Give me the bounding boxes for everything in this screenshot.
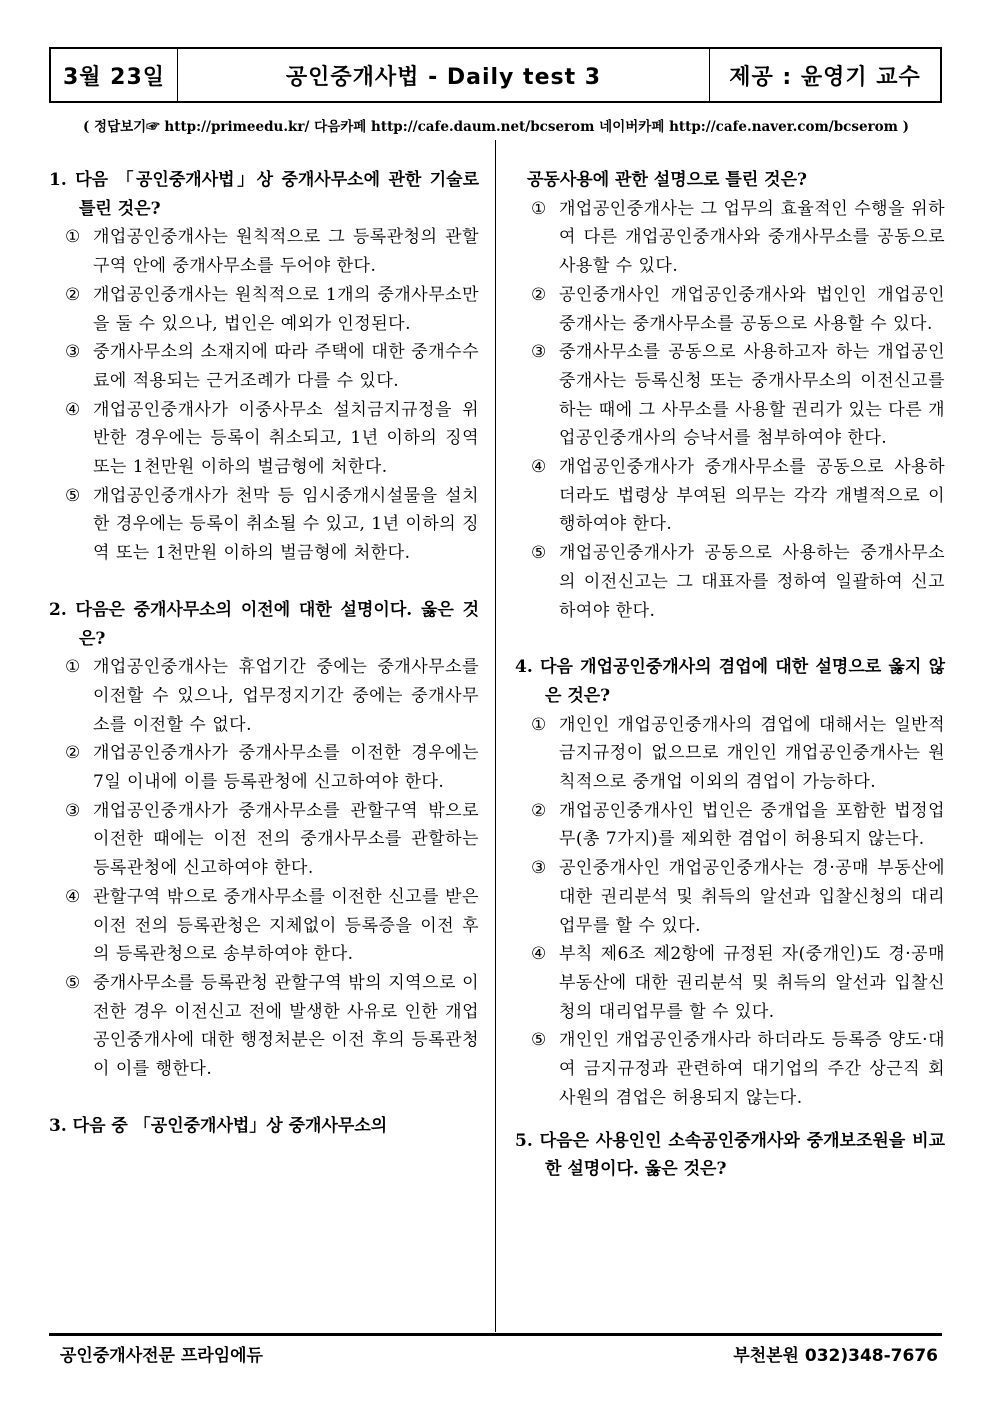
column-divider xyxy=(495,140,496,1332)
q2-option-4 xyxy=(49,883,479,969)
option-number: ① xyxy=(65,227,81,248)
q4-option-5 xyxy=(515,1026,945,1112)
option-text: 중개사무소의 소재지에 따라 주택에 대한 중개수수료에 적용되는 근거조례가 다를 수 있다. xyxy=(93,342,479,391)
option-number: ② xyxy=(531,800,547,821)
option-text: 개업공인중개사는 그 업무의 효율적인 수행을 위하여 다른 개업공인중개사와 중개사무소를 공동으로 사용할 수 있다. xyxy=(559,198,945,277)
option-text: 중개사무소를 등록관청 관할구역 밖의 지역으로 이전한 경우 이전신고 전에 발생한 사유로 인한 개업공인중개사에 대한 행정처분은 이전 후의 등록관청이 이를 행한다. xyxy=(93,972,479,1080)
option-number: ② xyxy=(531,284,547,305)
q2-option-1 xyxy=(49,653,479,739)
option-text: 개업공인중개사는 원칙적으로 그 등록관청의 관할구역 안에 중개사무소를 두어야 한다. xyxy=(93,227,479,277)
option-number: ④ xyxy=(65,399,81,420)
option-text: 개인인 개업공인중개사라 하더라도 등록증 양도·대여 금지규정과 관련하여 대기업의 주간 상근직 회사원의 겸업은 허용되지 않는다. xyxy=(559,1030,945,1108)
q3-option-1 xyxy=(515,195,945,281)
q4-option-3 xyxy=(515,854,945,940)
footer-brand: 공인중개사전문 프라임에듀 xyxy=(60,1346,263,1366)
question-3: 3. 다음 중 「공인중개사법」상 중개사무소의 xyxy=(49,1115,388,1136)
left-column xyxy=(49,166,479,1141)
option-text: 개인인 개업공인중개사의 겸업에 대해서는 일반적 금지규정이 없으므로 개인인 개업공인중개사는 원칙적으로 중개업 이외의 겸업이 가능하다. xyxy=(559,714,945,793)
option-text: 부칙 제6조 제2항에 규정된 자(중개인)도 경·공매 부동산에 대한 권리분석 및 취득의 알선과 입찰신청의 대리업무를 할 수 있다. xyxy=(559,944,945,1022)
option-number: ② xyxy=(65,743,81,764)
q4-option-4 xyxy=(515,940,945,1026)
q1-option-1 xyxy=(49,223,479,280)
q3-option-3 xyxy=(515,338,945,453)
question-4: 4. 다음 개업공인중개사의 겸업에 대한 설명으로 옳지 않은 것은? xyxy=(515,657,945,706)
option-text: 중개사무소를 공동으로 사용하고자 하는 개업공인중개사는 등록신청 또는 중개사무소의 이전신고를 하는 때에 그 사무소를 사용할 권리가 있는 다른 개업공인중개사의 승낙서를 첨부하여야 한다. xyxy=(559,342,945,449)
option-text: 공인중개사인 개업공인중개사는 경·공매 부동산에 대한 권리분석 및 취득의 알선과 입찰신청의 대리업무를 할 수 있다. xyxy=(559,858,945,936)
option-number: ⑤ xyxy=(531,1030,547,1051)
option-number: ① xyxy=(531,714,547,735)
option-number: ① xyxy=(65,657,81,678)
option-number: ③ xyxy=(65,342,81,363)
answer-links: ( 정답보기☞ http://primeedu.kr/ 다음카페 http://cafe.daum.net/bcserom 네이버카페 http://cafe.naver.com/bcserom ) xyxy=(82,119,910,135)
right-column xyxy=(515,166,945,1184)
option-text: 개업공인중개사는 휴업기간 중에는 중개사무소를 이전할 수 있으나, 업무정지기간 중에는 중개사무소를 이전할 수 없다. xyxy=(93,657,479,735)
option-number: ⑤ xyxy=(65,485,81,506)
q3-option-2 xyxy=(515,281,945,338)
option-number: ⑤ xyxy=(531,543,547,564)
footer-phone: 부천본원 032)348-7676 xyxy=(733,1346,938,1366)
option-number: ② xyxy=(65,284,81,305)
question-3-continued: 공동사용에 관한 설명으로 틀린 것은? xyxy=(527,170,807,190)
q1-option-5 xyxy=(49,482,479,568)
q3-option-5 xyxy=(515,539,945,625)
option-number: ① xyxy=(531,198,547,219)
option-text: 관할구역 밖으로 중개사무소를 이전한 신고를 받은 이전 전의 등록관청은 지체없이 등록증을 이전 후의 등록관청으로 송부하여야 한다. xyxy=(93,886,479,965)
q4-option-1 xyxy=(515,711,945,797)
q2-option-3 xyxy=(49,797,479,883)
option-text: 개업공인중개사인 법인은 중개업을 포함한 법정업무(총 7가지)를 제외한 겸업이 허용되지 않는다. xyxy=(559,800,945,850)
header-provider: 제공 : 윤영기 교수 xyxy=(729,64,921,90)
header-title: 공인중개사법 - Daily test 3 xyxy=(178,49,710,101)
option-number: ④ xyxy=(531,457,547,478)
option-number: ③ xyxy=(531,342,547,363)
q3-option-4 xyxy=(515,453,945,539)
option-text: 개업공인중개사가 중개사무소를 공동으로 사용하더라도 법령상 부여된 의무는 각각 개별적으로 이행하여야 한다. xyxy=(559,457,945,535)
option-text: 개업공인중개사가 공동으로 사용하는 중개사무소의 이전신고는 그 대표자를 정하여 일괄하여 신고하여야 한다. xyxy=(559,543,945,621)
option-number: ⑤ xyxy=(65,972,81,993)
option-text: 개업공인중개사가 중개사무소를 이전한 경우에는 7일 이내에 이를 등록관청에 신고하여야 한다. xyxy=(93,743,479,793)
option-text: 개업공인중개사가 이중사무소 설치금지규정을 위반한 경우에는 등록이 취소되고, 1년 이하의 징역 또는 1천만원 이하의 벌금형에 처한다. xyxy=(93,399,479,478)
option-text: 개업공인중개사는 원칙적으로 1개의 중개사무소만을 둘 수 있으나, 법인은 예외가 인정된다. xyxy=(93,284,479,334)
question-1: 1. 다음 「공인중개사법」상 중개사무소에 관한 기술로 틀린 것은? xyxy=(49,170,479,219)
q1-option-3 xyxy=(49,338,479,395)
option-text: 개업공인중개사가 중개사무소를 관할구역 밖으로 이전한 때에는 이전 전의 중개사무소를 관할하는 등록관청에 신고하여야 한다. xyxy=(93,800,479,879)
option-number: ④ xyxy=(531,944,547,965)
option-number: ④ xyxy=(65,886,81,907)
option-number: ③ xyxy=(65,800,81,821)
question-5: 5. 다음은 사용인인 소속공인중개사와 중개보조원을 비교한 설명이다. 옳은 것은? xyxy=(515,1130,945,1180)
q1-option-4 xyxy=(49,396,479,482)
question-2: 2. 다음은 중개사무소의 이전에 대한 설명이다. 옳은 것은? xyxy=(49,599,479,649)
q2-option-5 xyxy=(49,969,479,1084)
header-box xyxy=(49,47,942,103)
option-number: ③ xyxy=(531,858,547,879)
q2-option-2 xyxy=(49,739,479,796)
option-text: 개업공인중개사가 천막 등 임시중개시설물을 설치한 경우에는 등록이 취소될 수 있고, 1년 이하의 징역 또는 1천만원 이하의 벌금형에 처한다. xyxy=(93,485,479,564)
header-date: 3월 23일 xyxy=(51,49,178,101)
footer-rule xyxy=(49,1333,942,1336)
q4-option-2 xyxy=(515,797,945,854)
q1-option-2 xyxy=(49,281,479,338)
option-text: 공인중개사인 개업공인중개사와 법인인 개업공인중개사는 중개사무소를 공동으로 사용할 수 있다. xyxy=(559,284,945,334)
